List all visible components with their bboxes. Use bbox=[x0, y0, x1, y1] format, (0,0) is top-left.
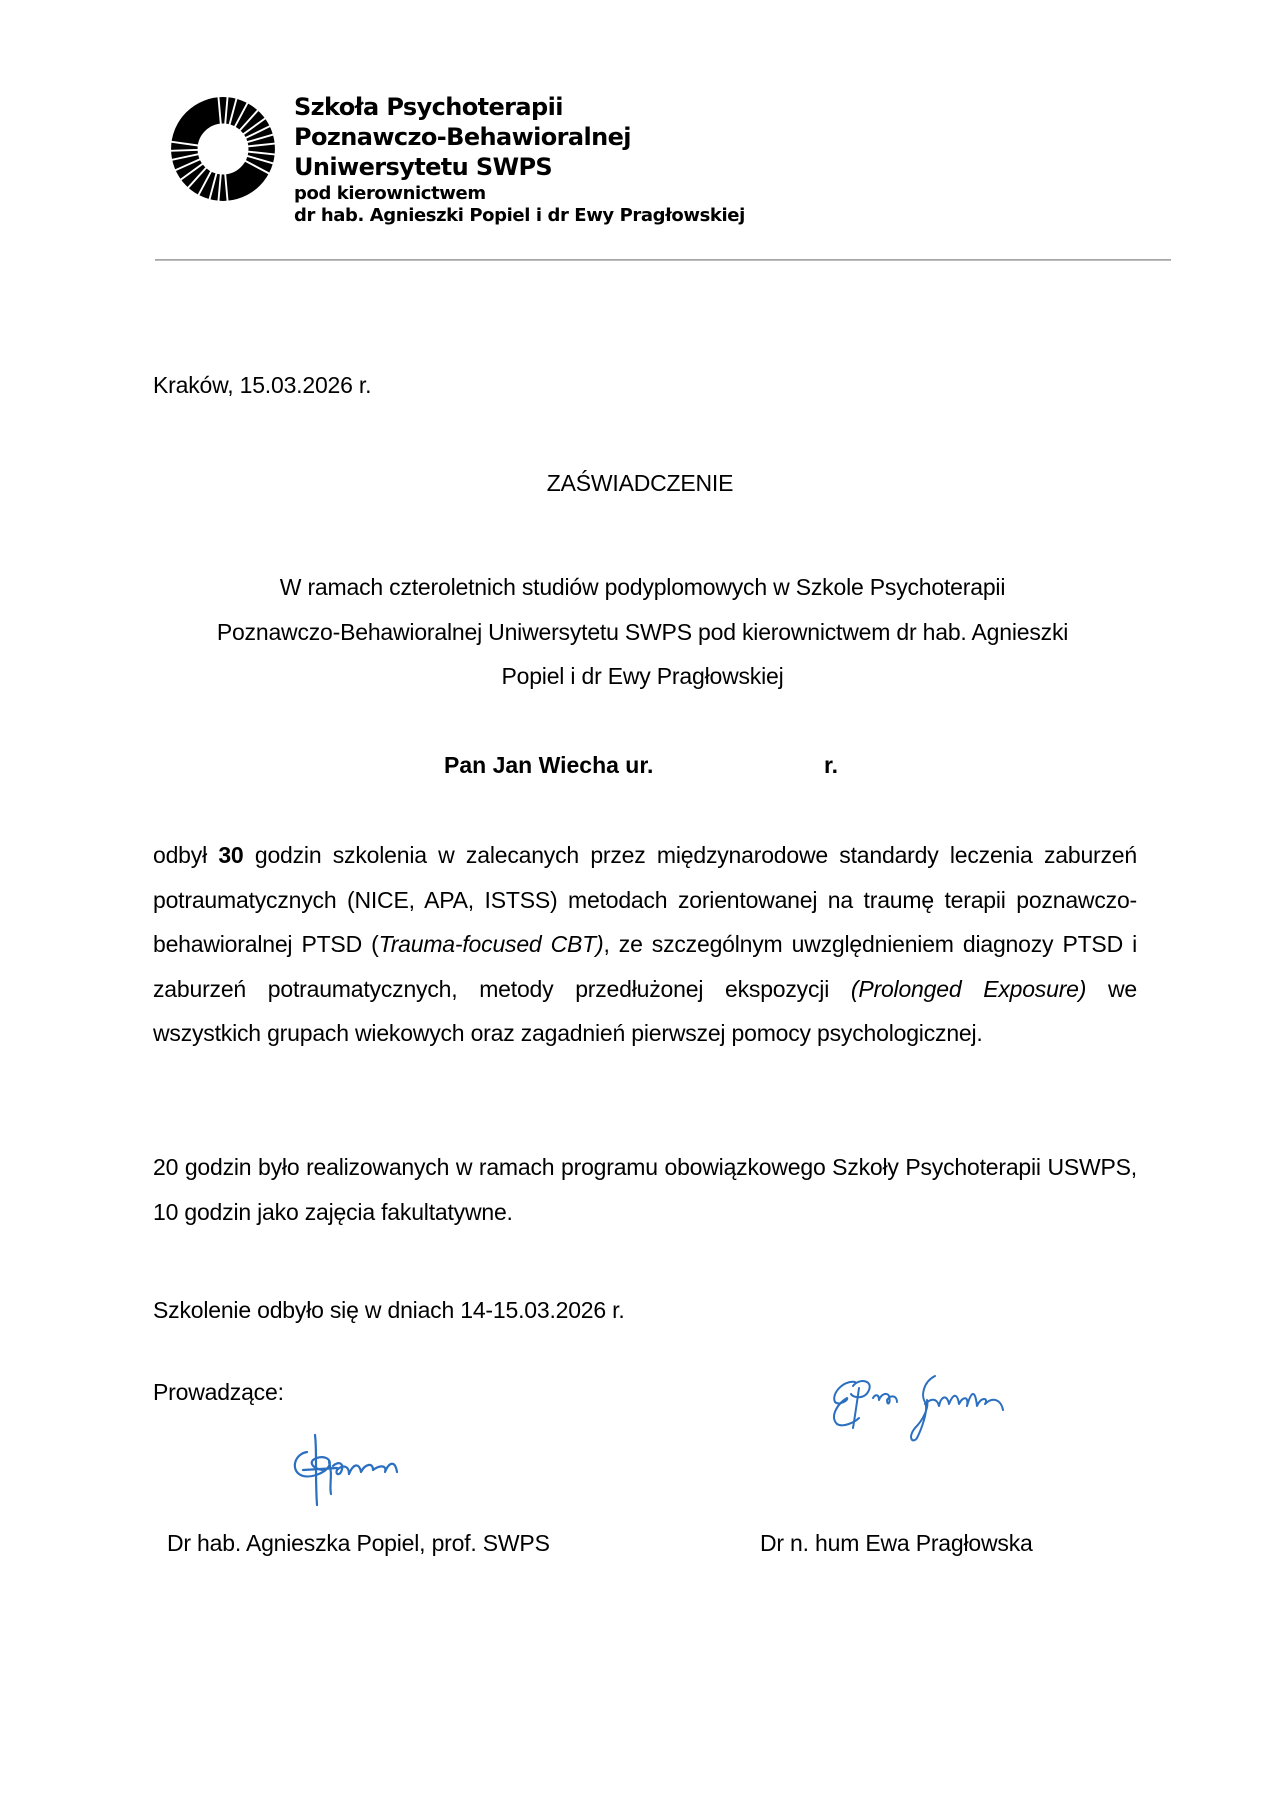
header-divider bbox=[155, 259, 1171, 261]
intro-line-2: Poznawczo-Behawioralnej Uniwersytetu SWPS pod kierownictwem dr hab. Agnieszki bbox=[216, 618, 1069, 645]
org-line-2: Poznawczo-Behawioralnej bbox=[294, 123, 631, 151]
org-line-4: pod kierownictwem bbox=[294, 183, 486, 204]
document-title: ZAŚWIADCZENIE bbox=[546, 470, 734, 496]
p1-part2: , ze szczególnym uwzględnieniem diagnozy PTSD i zaburzeń potraumatycznych, metody przedłużonej ekspozycji bbox=[153, 931, 1138, 1002]
hours-breakdown: 20 godzin było realizowanych w ramach programu obowiązkowego Szkoły Psychoterapii USWPS, 10 godzin jako zajęcia fakultatywne. bbox=[153, 1154, 1137, 1225]
training-dates: Szkolenie odbyło się w dniach 14-15.03.2026 r. bbox=[153, 1297, 625, 1323]
recipient-name: Pan Jan Wiecha ur. bbox=[444, 752, 654, 778]
sig-a-stroke-3 bbox=[303, 1468, 337, 1470]
org-line-3: Uniwersytetu SWPS bbox=[294, 153, 553, 181]
sig-a-stroke-6 bbox=[349, 1464, 397, 1474]
signature-praglowska-icon bbox=[825, 1372, 1025, 1452]
sig-b-stroke-owska bbox=[925, 1394, 1003, 1410]
sig-a-stroke-2 bbox=[295, 1452, 330, 1476]
p1-lead: odbył bbox=[153, 842, 219, 868]
p1-italic-pe: (Prolonged Exposure) bbox=[850, 975, 1087, 1002]
recipient-birth-suffix: r. bbox=[824, 752, 839, 778]
training-hours: 30 bbox=[218, 842, 244, 868]
place-and-date: Kraków, 15.03.2026 r. bbox=[153, 372, 372, 398]
organization-name bbox=[294, 92, 745, 227]
intro-paragraph bbox=[150, 565, 1135, 699]
p1-italic-tfcbt: Trauma-focused CBT) bbox=[378, 931, 604, 957]
org-line-5: dr hab. Agnieszki Popiel i dr Ewy Pragłowskiej bbox=[294, 205, 745, 226]
sig-b-stroke-p bbox=[851, 1381, 870, 1428]
sig-a-stroke-4 bbox=[329, 1462, 331, 1494]
intro-line-1: W ramach czteroletnich studiów podyplomowych w Szkole Psychoterapii bbox=[279, 574, 1006, 600]
letterhead bbox=[170, 92, 1070, 242]
sig-b-stroke-ra bbox=[873, 1394, 897, 1404]
intro-line-3: Popiel i dr Ewy Pragłowskiej bbox=[501, 663, 784, 689]
leaders-label: Prowadzące: bbox=[153, 1379, 284, 1405]
training-description bbox=[153, 833, 1137, 1056]
signature-popiel-icon bbox=[285, 1430, 410, 1515]
sig-b-stroke-g bbox=[911, 1376, 935, 1440]
logo-slit bbox=[170, 150, 200, 151]
org-line-1: Szkoła Psychoterapii bbox=[294, 93, 563, 121]
signatory-2-name: Dr n. hum Ewa Pragłowska bbox=[760, 1530, 1033, 1556]
p1-part1: godzin szkolenia w zalecanych przez międzynarodowe standardy leczenia zaburzeń potraumatycznych (NICE, APA, ISTSS) metodach zorientowanej na traumę terapii poznawczo-behawioralnej PTSD ( bbox=[153, 842, 1137, 957]
signatory-1-name: Dr hab. Agnieszka Popiel, prof. SWPS bbox=[167, 1530, 550, 1556]
p1-part3: we wszystkich grupach wiekowych oraz zagadnień pierwszej pomocy psychologicznej. bbox=[153, 975, 1137, 1046]
swps-ring-logo-icon bbox=[170, 96, 276, 202]
